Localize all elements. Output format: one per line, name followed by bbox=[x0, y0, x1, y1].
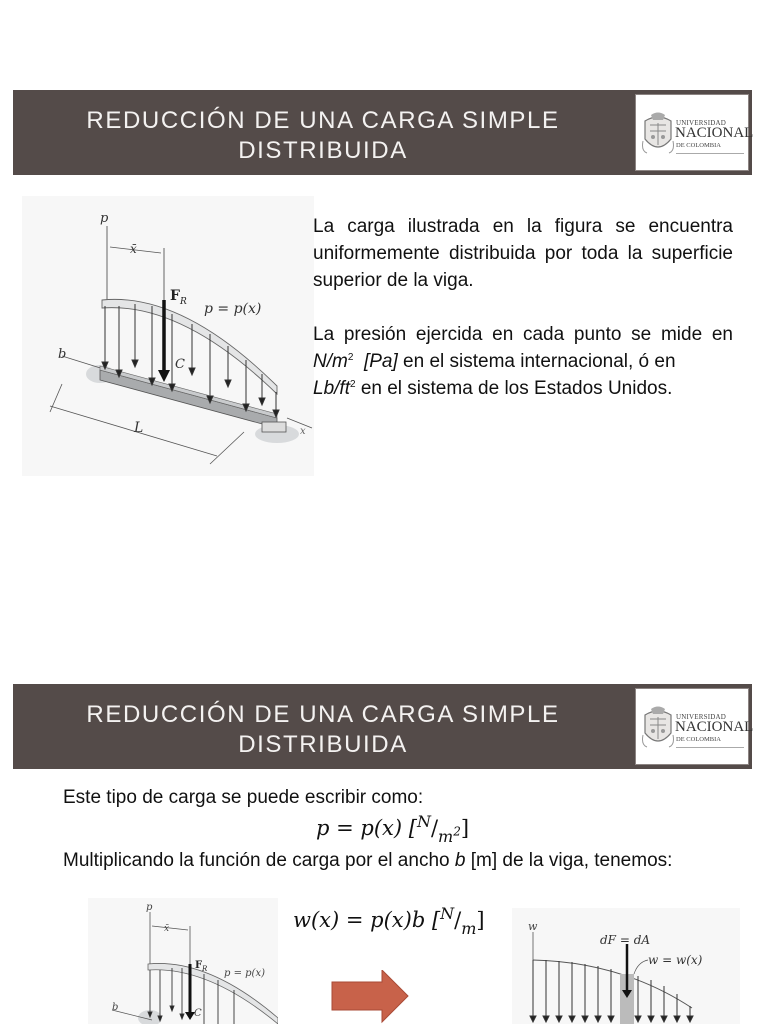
line-load-figure bbox=[512, 908, 740, 1024]
label-xbar: x̄ bbox=[130, 242, 137, 256]
title-line-2: DISTRIBUIDA bbox=[238, 137, 408, 164]
label-df: dF = dA bbox=[600, 933, 651, 947]
logo-text-universidad: UNIVERSIDAD bbox=[676, 119, 727, 127]
label-b: b bbox=[112, 1002, 119, 1013]
description-text bbox=[313, 213, 733, 402]
label-w: w bbox=[528, 920, 538, 933]
logo-text-colombia: DE COLOMBIA bbox=[676, 142, 721, 149]
label-fr: F bbox=[195, 960, 203, 971]
label-l: L bbox=[134, 420, 144, 436]
width-var: b bbox=[454, 850, 466, 871]
label-load-fn: p = p(x) bbox=[224, 968, 265, 979]
title-line-1: REDUCCIÓN DE UNA CARGA SIMPLE bbox=[86, 701, 560, 728]
unit-us: Lb/ft bbox=[313, 378, 350, 399]
label-c: C bbox=[194, 1008, 202, 1019]
slide-title bbox=[13, 700, 633, 760]
crest-icon bbox=[641, 111, 675, 157]
equation-line-load: w(x) = p(x)b $[^N/_m]$ bbox=[293, 904, 485, 938]
label-load-fn: p = p(x) bbox=[204, 301, 262, 317]
paragraph-2: La presión ejercida en cada punto se mide en $N/m^2$ [Pa] en el sistema internacional, ó en $Lb/ft^2$ en el sistema de los Estados Unidos. bbox=[313, 324, 733, 399]
logo-rule bbox=[676, 153, 744, 154]
right-arrow-icon bbox=[330, 970, 410, 1024]
title-line-2: DISTRIBUIDA bbox=[238, 731, 408, 758]
slide-header bbox=[13, 684, 752, 769]
label-p: p bbox=[146, 902, 153, 913]
label-p: p bbox=[100, 211, 109, 226]
crest-icon bbox=[641, 705, 675, 751]
unit-si-name: [Pa] bbox=[363, 351, 398, 372]
equation-pressure: p = p(x) $[^N/_{m^2}]$ bbox=[316, 812, 470, 846]
title-line-1: REDUCCIÓN DE UNA CARGA SIMPLE bbox=[86, 107, 560, 134]
paragraph-1: La carga ilustrada en la figura se encuentra uniformemente distribuida por toda la superficie superior de la viga. bbox=[313, 216, 733, 291]
label-c: C bbox=[175, 357, 185, 372]
label-load-fn: w = w(x) bbox=[648, 953, 703, 967]
unit-si: N/m bbox=[313, 351, 348, 372]
slide-header bbox=[13, 90, 752, 175]
logo-text-colombia: DE COLOMBIA bbox=[676, 736, 721, 743]
intro-text: Este tipo de carga se puede escribir como: bbox=[63, 787, 424, 808]
label-b: b bbox=[58, 347, 67, 362]
multiplication-text: Multiplicando la función de carga por el ancho b [m] de la viga, tenemos: bbox=[63, 850, 673, 871]
label-fr: F bbox=[170, 288, 180, 304]
distributed-load-beam-figure-small bbox=[88, 898, 278, 1024]
logo-text-nacional: NACIONAL bbox=[675, 125, 754, 141]
logo-text-nacional: NACIONAL bbox=[675, 719, 754, 735]
university-logo bbox=[635, 94, 754, 171]
distributed-load-beam-figure bbox=[22, 196, 314, 476]
logo-text-universidad: UNIVERSIDAD bbox=[676, 713, 727, 721]
label-x: x bbox=[300, 426, 306, 437]
university-logo bbox=[635, 688, 754, 765]
label-fr-sub: R bbox=[180, 297, 187, 307]
label-xbar: x̄ bbox=[164, 924, 170, 934]
label-fr-sub: R bbox=[202, 965, 208, 973]
slide-title bbox=[13, 106, 633, 166]
logo-rule bbox=[676, 747, 744, 748]
